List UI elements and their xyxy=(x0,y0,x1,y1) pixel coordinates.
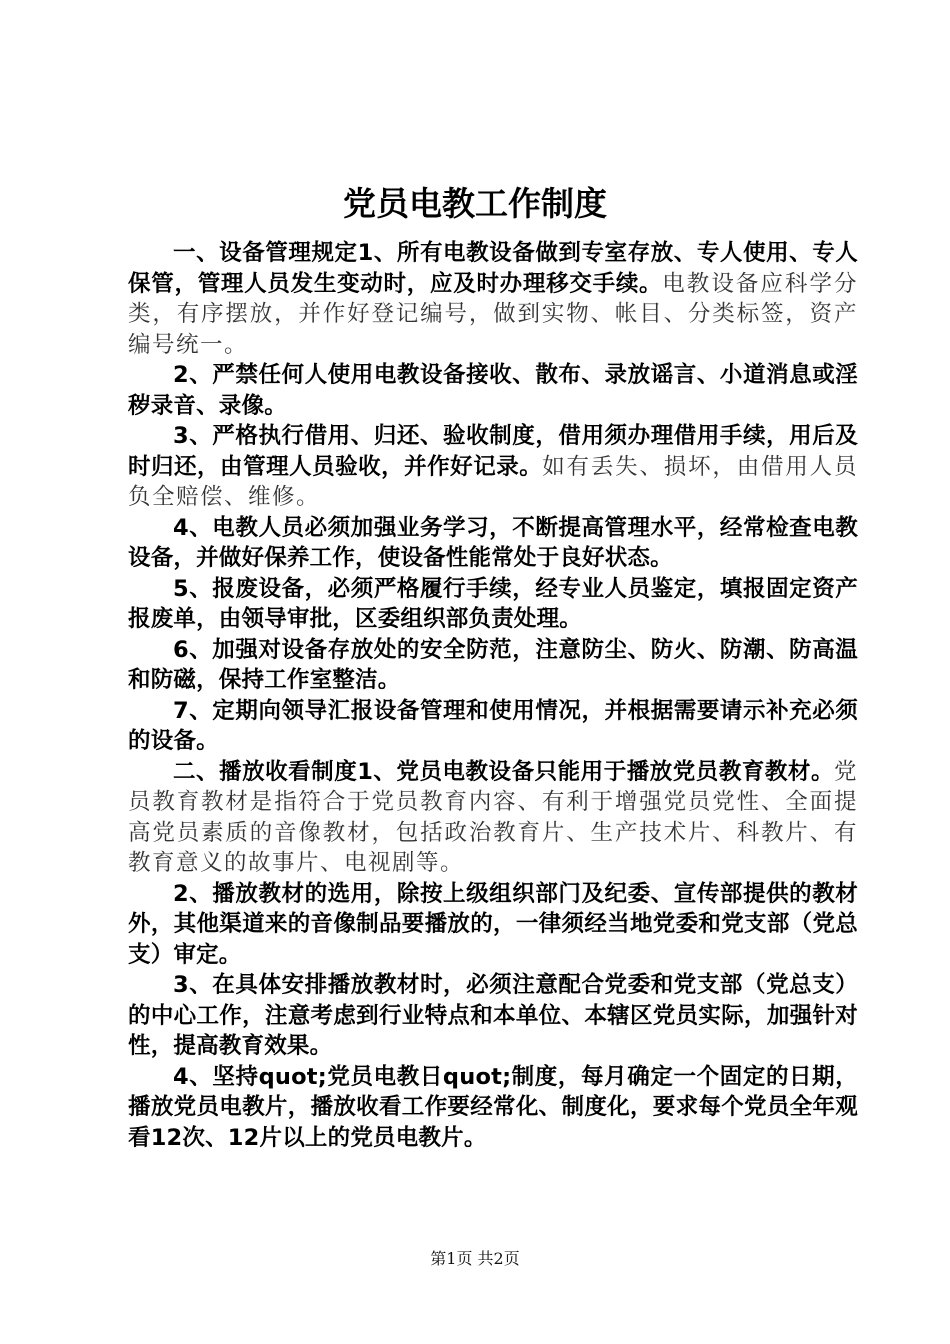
paragraph-8-text: 二、播放收看制度1、党员电教设备只能用于播放党员教育教材。 xyxy=(173,758,834,785)
paragraph-2 xyxy=(128,360,858,421)
paragraph-10-text: 3、在具体安排播放教材时，必须注意配合党委和党支部（党总支）的中心工作，注意考虑到行业特点和本单位、本辖区党员实际，加强针对性，提高教育效果。 xyxy=(128,972,858,1059)
paragraph-11-text: 4、坚持quot;党员电教日quot;制度，每月确定一个固定的日期，播放党员电教片，播放收看工作要经常化、制度化，要求每个党员全年观看12次、12片以上的党员电教片。 xyxy=(128,1063,858,1151)
paragraph-4-text: 4、电教人员必须加强业务学习，不断提高管理水平，经常检查电教设备，并做好保养工作，使设备性能常处于良好状态。 xyxy=(128,514,858,571)
paragraph-5 xyxy=(128,574,858,635)
paragraph-8-note: 党员教育教材是指符合于党员教育内容、有利于增强党员党性、全面提高党员素质的音像教材，包括政治教育片、生产技术片、科教片、有教育意义的故事片、电视剧等。 xyxy=(128,758,858,876)
paragraph-10 xyxy=(128,970,858,1062)
paragraph-5-text: 5、报废设备，必须严格履行手续，经专业人员鉴定，填报固定资产报废单，由领导审批，区委组织部负责处理。 xyxy=(128,575,858,632)
paragraph-6-text: 6、加强对设备存放处的安全防范，注意防尘、防火、防潮、防高温和防磁，保持工作室整洁。 xyxy=(128,636,858,693)
paragraph-6 xyxy=(128,635,858,696)
paragraph-11 xyxy=(128,1062,858,1154)
page-footer: 第1页 共2页 xyxy=(430,1249,520,1268)
paragraph-2-text: 2、严禁任何人使用电教设备接收、散布、录放谣言、小道消息或淫秽录音、录像。 xyxy=(128,362,858,419)
paragraph-4 xyxy=(128,513,858,574)
paragraph-3-note: 如有丢失、损坏，由借用人员负全赔偿、维修。 xyxy=(128,453,858,510)
paragraph-1 xyxy=(128,238,858,360)
paragraph-9 xyxy=(128,879,858,971)
paragraph-3-text: 3、严格执行借用、归还、验收制度，借用须办理借用手续，用后及时归还，由管理人员验收，并作好记录。 xyxy=(128,423,858,480)
paragraph-9-text: 2、播放教材的选用，除按上级组织部门及纪委、宣传部提供的教材外，其他渠道来的音像制品要播放的，一律须经当地党委和党支部（党总支）审定。 xyxy=(128,880,858,968)
document-body xyxy=(128,238,858,1153)
paragraph-7-text: 7、定期向领导汇报设备管理和使用情况，并根据需要请示补充必须的设备。 xyxy=(128,697,858,754)
paragraph-1-note: 电教设备应科学分类，有序摆放，并作好登记编号，做到实物、帐目、分类标签，资产编号统一。 xyxy=(128,270,858,358)
paragraph-8 xyxy=(128,757,858,879)
paragraph-7 xyxy=(128,696,858,757)
document-title: 党员电教工作制度 xyxy=(343,184,607,223)
paragraph-1-text: 一、设备管理规定1、所有电教设备做到专室存放、专人使用、专人保管，管理人员发生变动时，应及时办理移交手续。 xyxy=(128,240,858,297)
paragraph-3 xyxy=(128,421,858,513)
